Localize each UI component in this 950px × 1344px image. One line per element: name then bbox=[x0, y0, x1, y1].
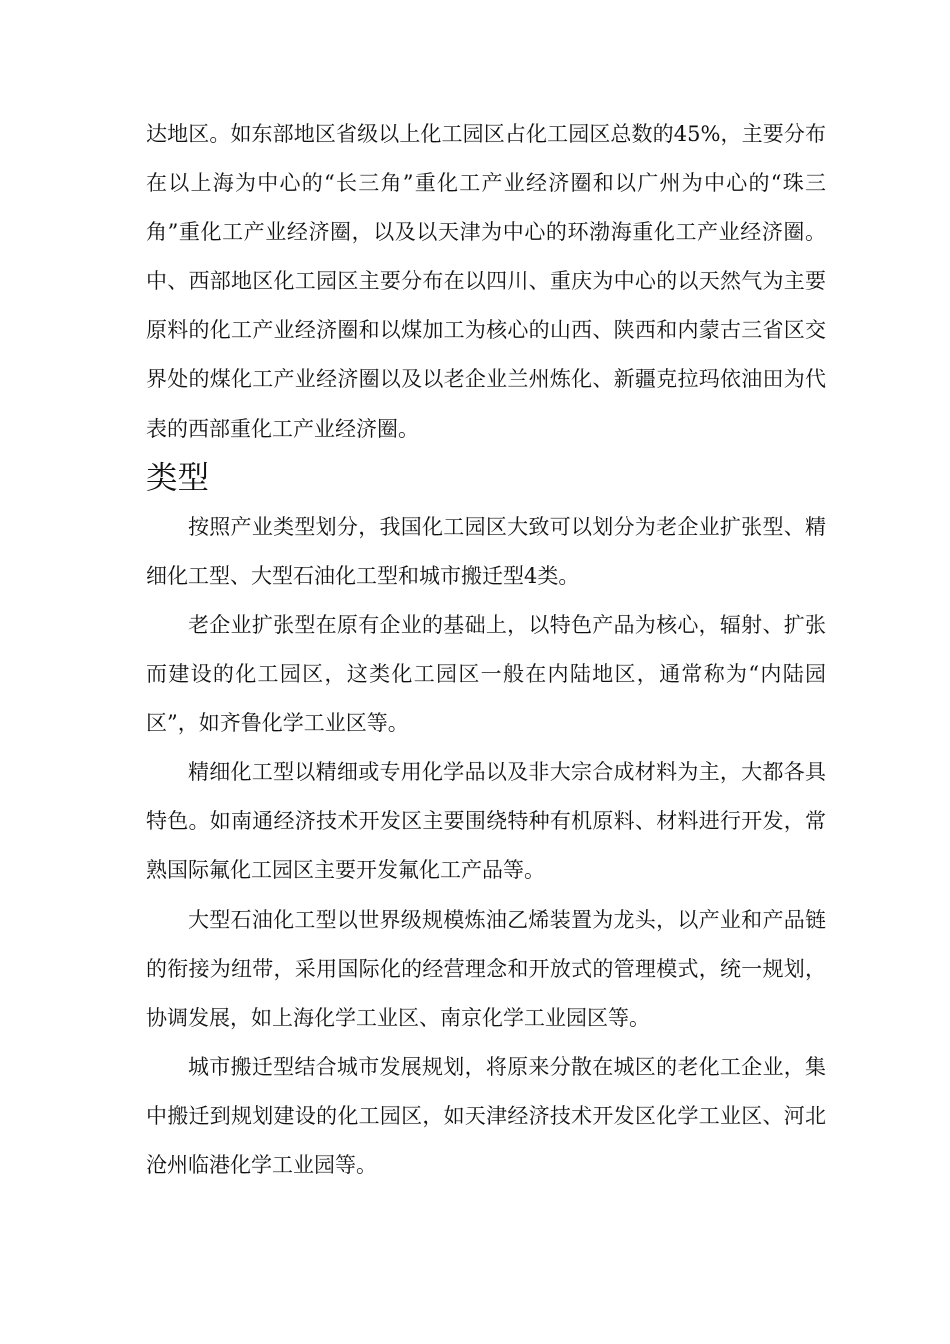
paragraph-fine-chemical: 精细化工型以精细或专用化学品以及非大宗合成材料为主，大都各具特色。如南通经济技术开发区主要围绕特种有机原料、材料进行开发，常熟国际氟化工园区主要开发氟化工产品等。 bbox=[146, 760, 826, 883]
document-page bbox=[146, 110, 826, 1190]
paragraph-intro-continuation: 达地区。如东部地区省级以上化工园区占化工园区总数的45%，主要分布在以上海为中心的“长三角”重化工产业经济圈和以广州为中心的“珠三角”重化工产业经济圈，以及以天津为中心的环渤海重化工产业经济圈。中、西部地区化工园区主要分布在以四川、重庆为中心的以天然气为主要原料的化工产业经济圈和以煤加工为核心的山西、陕西和内蒙古三省区交界处的煤化工产业经济圈以及以老企业兰州炼化、新疆克拉玛依油田为代表的西部重化工产业经济圈。 bbox=[146, 122, 826, 441]
paragraph-urban-relocation: 城市搬迁型结合城市发展规划，将原来分散在城区的老化工企业，集中搬迁到规划建设的化工园区，如天津经济技术开发区化学工业区、河北沧州临港化学工业园等。 bbox=[146, 1054, 826, 1177]
paragraph-type-classification: 按照产业类型划分，我国化工园区大致可以划分为老企业扩张型、精细化工型、大型石油化工型和城市搬迁型4类。 bbox=[146, 514, 826, 588]
section-heading-types: 类型 bbox=[146, 459, 210, 496]
paragraph-large-petrochemical: 大型石油化工型以世界级规模炼油乙烯装置为龙头，以产业和产品链的衔接为纽带，采用国际化的经营理念和开放式的管理模式，统一规划，协调发展，如上海化学工业区、南京化学工业园区等。 bbox=[146, 907, 826, 1030]
paragraph-old-enterprise-expansion: 老企业扩张型在原有企业的基础上，以特色产品为核心，辐射、扩张而建设的化工园区，这类化工园区一般在内陆地区，通常称为“内陆园区”，如齐鲁化学工业区等。 bbox=[146, 612, 826, 736]
